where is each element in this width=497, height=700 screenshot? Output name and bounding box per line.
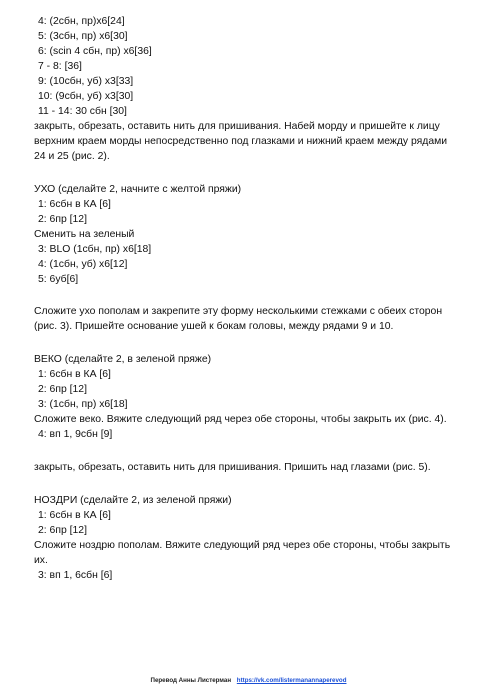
pattern-row: 9: (10сбн, уб) x3[33] bbox=[38, 76, 134, 87]
translator-credit: Перевод Анны Листерман bbox=[150, 677, 232, 684]
pattern-row: 6: (scin 4 сбн, пр) x6[36] bbox=[38, 46, 152, 57]
pattern-row: 2: 6пр [12] bbox=[38, 384, 87, 395]
pattern-row: 4: вп 1, 9сбн [9] bbox=[38, 429, 113, 440]
pattern-row: 4: (2сбн, пр)x6[24] bbox=[38, 16, 125, 27]
paragraph-line: (рис. 3). Пришейте основание ушей к бокам головы, между рядами 9 и 10. bbox=[34, 321, 394, 332]
pattern-row: 2: 6пр [12] bbox=[38, 525, 87, 536]
pattern-row: 1: 6сбн в КА [6] bbox=[38, 369, 111, 380]
paragraph-line: их. bbox=[34, 555, 48, 566]
pattern-row: 3: вп 1, 6сбн [6] bbox=[38, 570, 113, 581]
paragraph-line: Сложите веко. Вяжите следующий ряд через обе стороны, чтобы закрыть их (рис. 4). bbox=[34, 414, 447, 425]
pattern-row: 1: 6сбн в КА [6] bbox=[38, 510, 111, 521]
pattern-row: 7 - 8: [36] bbox=[38, 61, 82, 72]
pattern-row: 4: (1сбн, уб) x6[12] bbox=[38, 259, 128, 270]
pattern-row: 3: BLO (1сбн, пр) x6[18] bbox=[38, 244, 152, 255]
paragraph-line: Сложите ухо пополам и закрепите эту форму несколькими стежками с обеих сторон bbox=[34, 306, 443, 317]
paragraph-line: 24 и 25 (рис. 2). bbox=[34, 151, 110, 162]
instruction-line: Сменить на зеленый bbox=[34, 229, 135, 240]
section-heading-nostrils: НОЗДРИ (сделайте 2, из зеленой пряжи) bbox=[34, 495, 232, 506]
pattern-row: 2: 6пр [12] bbox=[38, 214, 87, 225]
paragraph-line: верхним краем морды непосредственно под глазками и нижний краем между рядами bbox=[34, 136, 448, 147]
paragraph-line: Сложите ноздрю пополам. Вяжите следующий ряд через обе стороны, чтобы закрыть bbox=[34, 540, 451, 551]
section-heading-eyelid: ВЕКО (сделайте 2, в зеленой пряже) bbox=[34, 354, 212, 365]
pattern-row: 1: 6сбн в КА [6] bbox=[38, 199, 111, 210]
pattern-row: 5: (3сбн, пр) x6[30] bbox=[38, 31, 128, 42]
paragraph-line: закрыть, обрезать, оставить нить для пришивания. Набей морду и пришейте к лицу bbox=[34, 121, 440, 132]
pattern-row: 10: (9сбн, уб) x3[30] bbox=[38, 91, 134, 102]
paragraph-line: закрыть, обрезать, оставить нить для пришивания. Пришить над глазами (рис. 5). bbox=[34, 462, 431, 473]
section-heading-ear: УХО (сделайте 2, начните с желтой пряжи) bbox=[34, 184, 242, 195]
pattern-row: 11 - 14: 30 сбн [30] bbox=[38, 106, 127, 117]
vk-link[interactable]: https://vk.com/listermanannaperevod bbox=[236, 677, 347, 684]
page-footer bbox=[0, 673, 497, 688]
pattern-row: 3: (1сбн, пр) x6[18] bbox=[38, 399, 128, 410]
pattern-row: 5: 6уб[6] bbox=[38, 274, 79, 285]
